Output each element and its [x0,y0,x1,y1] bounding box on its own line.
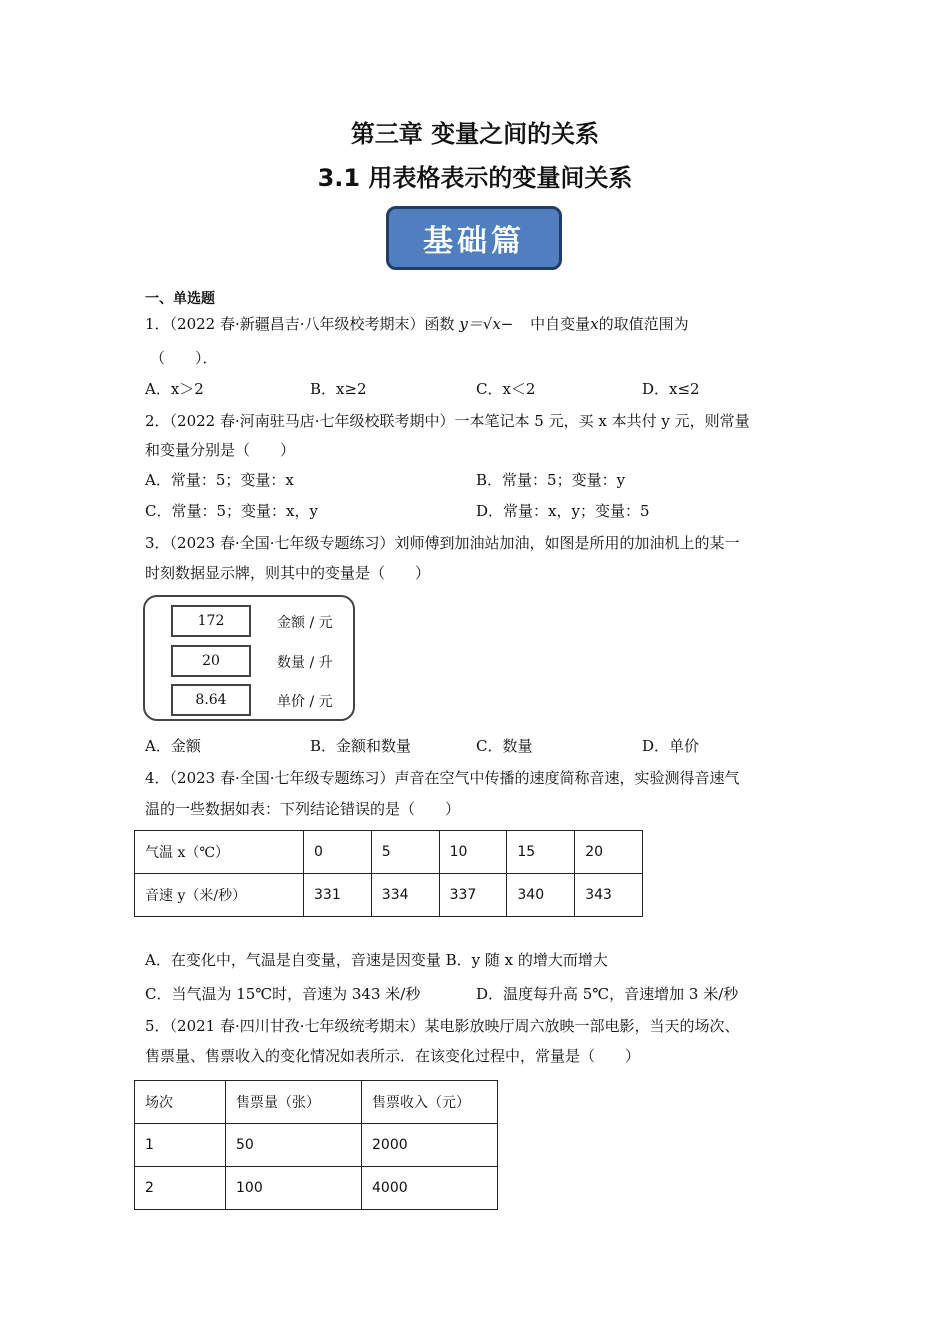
table-row [135,874,643,917]
q3-option-d: D．单价 [642,737,700,755]
table-cell: 337 [439,874,507,917]
table-cell: 2000 [362,1124,498,1167]
table-header-cell: 场次 [135,1081,226,1124]
section-title: 3.1 用表格表示的变量间关系 [317,164,633,192]
quantity-label: 数量 / 升 [277,655,333,671]
table-cell: 5 [371,831,439,874]
q3-option-a: A．金额 [145,737,201,755]
table-cell: 334 [371,874,439,917]
question-2-line-2: 和变量分别是（ ） [145,441,296,459]
question-4-line-2: 温的一些数据如表：下列结论错误的是（ ） [145,800,461,818]
table-row [135,1167,498,1210]
q1-option-b: B．x≥2 [310,380,367,398]
amount-value: 172 [171,605,251,637]
q2-option-a: A．常量：5；变量：x [145,471,294,489]
table-cell: 0 [304,831,372,874]
question-4-line-1: 4．（2023 春·全国·七年级专题练习）声音在空气中传播的速度简称音速，实验测得音速气 [145,769,740,787]
q1-option-a: A．x＞2 [145,380,204,398]
question-5-line-1: 5．（2021 春·四川甘孜·七年级统考期末）某电影放映厅周六放映一部电影，当天的场次、 [145,1017,740,1035]
table-row [135,1124,498,1167]
amount-label: 金额 / 元 [277,615,333,631]
q4-option-c: C．当气温为 15℃时，音速为 343 米/秒 [145,985,421,1003]
q3-option-b: B．金额和数量 [310,737,412,755]
table-cell: 15 [507,831,575,874]
q4-option-d: D．温度每升高 5℃，音速增加 3 米/秒 [476,985,739,1003]
table-cell: 50 [226,1124,362,1167]
unit-price-label: 单价 / 元 [277,694,333,710]
q1-option-c: C．x＜2 [476,380,536,398]
table-cell: 340 [507,874,575,917]
question-3-line-2: 时刻数据显示牌，则其中的变量是（ ） [145,564,431,582]
q4-option-a-b: A．在变化中，气温是自变量，音速是因变量 B．y 随 x 的增大而增大 [145,951,608,969]
table-cell: 1 [135,1124,226,1167]
table-header-cell: 售票收入（元） [362,1081,498,1124]
table-cell: 气温 x（℃） [135,831,304,874]
table-cell: 10 [439,831,507,874]
fuel-pump-display [143,595,355,721]
q1-text-b: 中自变量 [530,315,591,333]
sound-speed-table [134,830,643,917]
unit-price-value: 8.64 [171,684,251,716]
table-cell: 音速 y（米/秒） [135,874,304,917]
q2-option-b: B．常量：5；变量：y [476,471,626,489]
q1-blank: （ ）． [150,349,218,367]
table-row [135,1081,498,1124]
table-cell: 343 [575,874,643,917]
quantity-value: 20 [171,645,251,677]
question-1 [145,314,689,334]
table-cell: 331 [304,874,372,917]
ticket-sales-table [134,1080,498,1210]
q1-variable: x [590,315,599,333]
q3-option-c: C．数量 [476,737,533,755]
table-cell: 100 [226,1167,362,1210]
table-cell: 2 [135,1167,226,1210]
q1-option-d: D．x≤2 [642,380,700,398]
question-5-line-2: 售票量、售票收入的变化情况如表所示．在该变化过程中，常量是（ ） [145,1047,641,1065]
chapter-title: 第三章 变量之间的关系 [350,120,600,148]
q2-option-c: C．常量：5；变量：x，y [145,502,318,520]
q2-option-d: D．常量：x，y；变量：5 [476,502,650,520]
table-cell: 20 [575,831,643,874]
part-heading: 一、单选题 [145,291,215,307]
q1-function: y＝√x− [459,315,514,333]
table-row [135,831,643,874]
q1-text-c: 的取值范围为 [598,315,689,333]
table-cell: 4000 [362,1167,498,1210]
q1-text-a: 1．（2022 春·新疆昌吉·八年级校考期末）函数 [145,315,455,333]
table-header-cell: 售票量（张） [226,1081,362,1124]
level-badge: 基础篇 [386,206,562,270]
question-2-line-1: 2．（2022 春·河南驻马店·七年级校联考期中）一本笔记本 5 元，买 x 本共付 y 元，则常量 [145,412,750,430]
question-3-line-1: 3．（2023 春·全国·七年级专题练习）刘师傅到加油站加油，如图是所用的加油机上的某一 [145,534,740,552]
